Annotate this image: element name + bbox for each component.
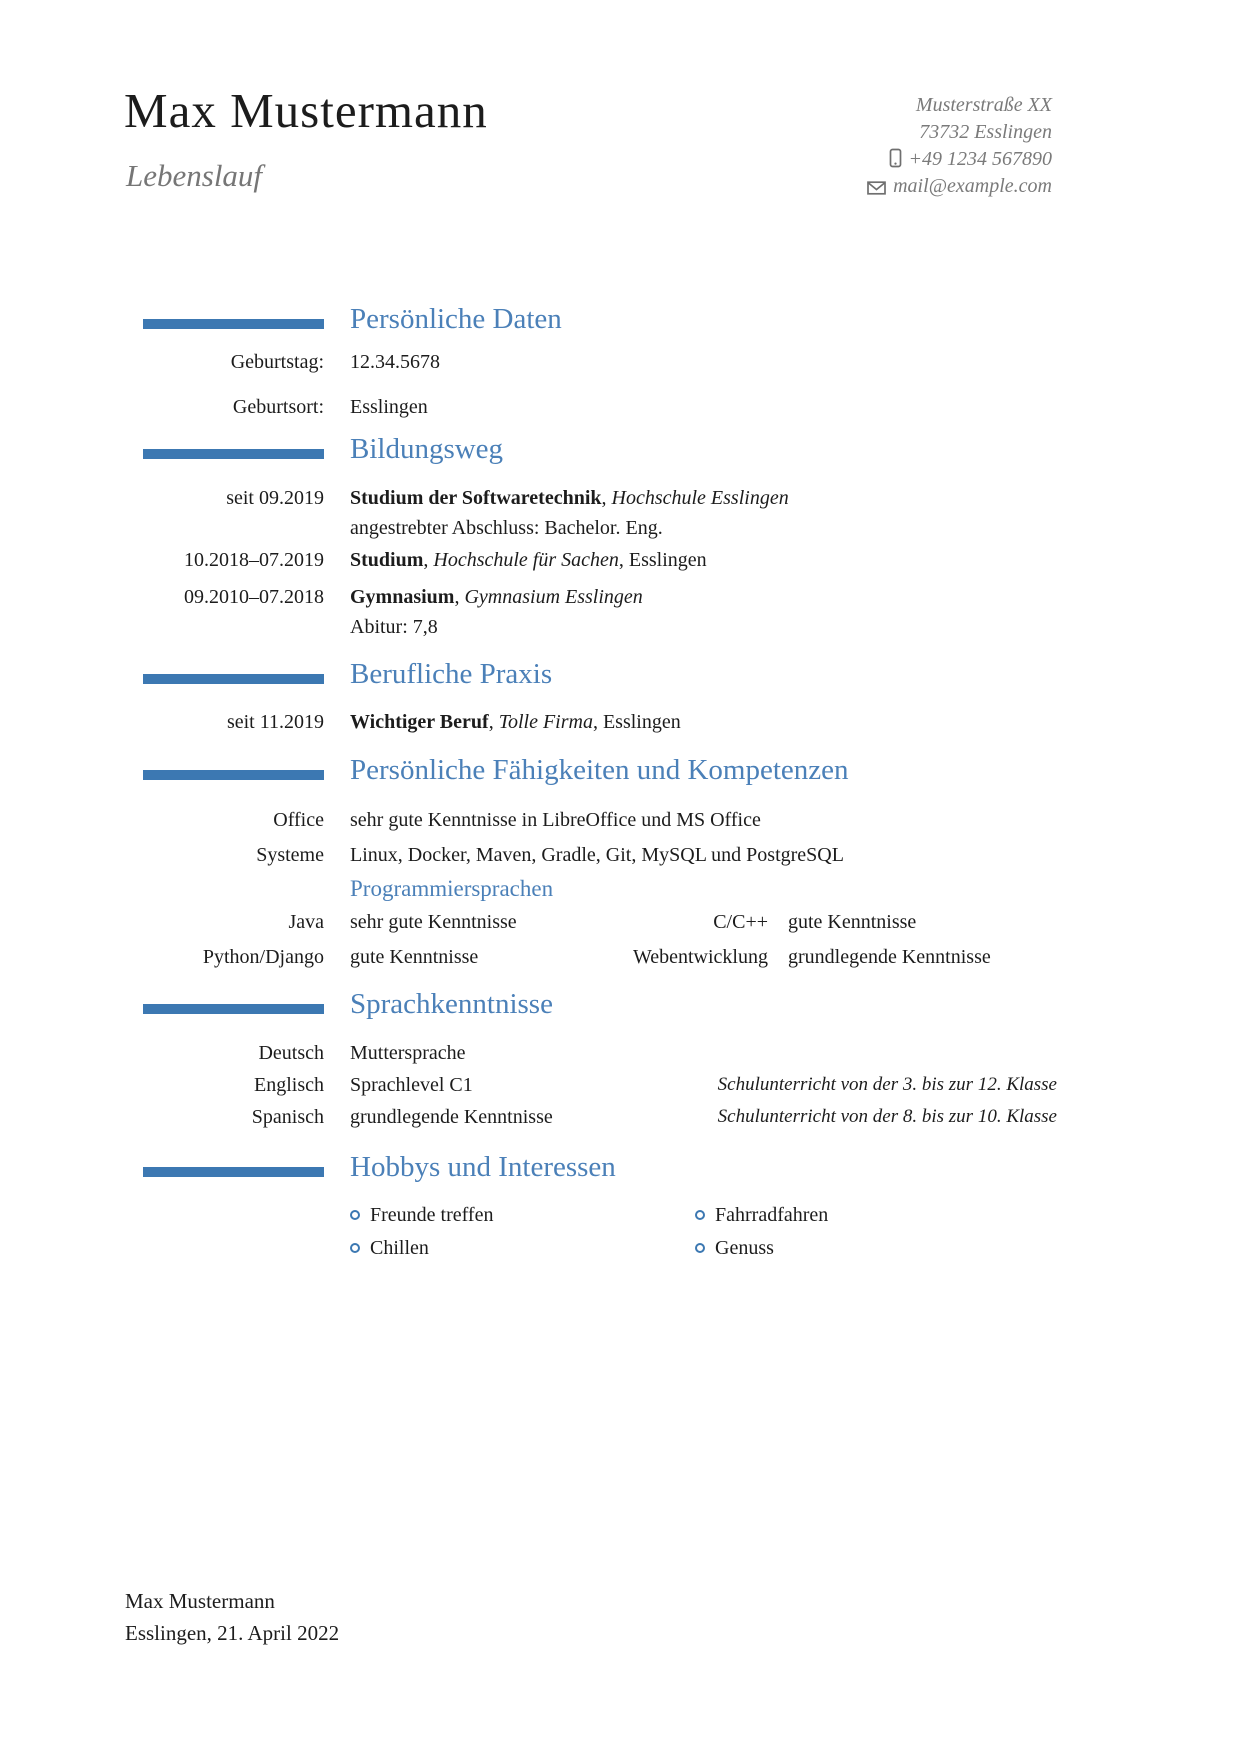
entry-title: Studium, Hochschule für Sachen, Esslingen <box>350 549 707 571</box>
row-label: Systeme <box>256 844 324 866</box>
circle-bullet-icon <box>350 1210 360 1220</box>
row-value: 12.34.5678 <box>350 351 440 373</box>
section-bar <box>143 449 324 459</box>
page-title: Max Mustermann <box>124 83 488 138</box>
row-label: Deutsch <box>258 1042 324 1064</box>
circle-bullet-icon <box>695 1243 705 1253</box>
row-label: C/C++ <box>713 911 768 933</box>
hobby-item: Fahrradfahren <box>695 1203 828 1228</box>
section-bar <box>143 1004 324 1014</box>
phone-number: +49 1234 567890 <box>908 148 1052 170</box>
row-note: Schulunterricht von der 3. bis zur 12. Klasse <box>717 1074 1057 1095</box>
hobby-item: Chillen <box>350 1236 429 1261</box>
row-value: grundlegende Kenntnisse <box>350 1106 553 1128</box>
section-bar <box>143 770 324 780</box>
row-value: sehr gute Kenntnisse <box>350 911 517 933</box>
row-value: gute Kenntnisse <box>788 911 917 933</box>
entry-date: seit 11.2019 <box>226 711 324 733</box>
section-title: Persönliche Fähigkeiten und Kompetenzen <box>350 754 849 786</box>
row-note: Schulunterricht von der 8. bis zur 10. Klasse <box>717 1106 1057 1127</box>
row-label: Office <box>273 809 324 831</box>
email-line <box>867 173 1052 200</box>
row-value: Esslingen <box>350 396 428 418</box>
row-label: Englisch <box>254 1074 324 1096</box>
row-value: Sprachlevel C1 <box>350 1074 473 1096</box>
row-value: Linux, Docker, Maven, Gradle, Git, MySQL und PostgreSQL <box>350 844 844 866</box>
contact-block <box>867 92 1052 200</box>
hobby-item: Freunde treffen <box>350 1203 493 1228</box>
row-label: Python/Django <box>202 946 324 968</box>
row-value: gute Kenntnisse <box>350 946 479 968</box>
envelope-icon <box>867 176 886 203</box>
entry-note: angestrebter Abschluss: Bachelor. Eng. <box>350 517 663 539</box>
section-bar <box>143 319 324 329</box>
entry-title: Studium der Softwaretechnik, Hochschule Esslingen <box>350 487 789 509</box>
entry-note: Abitur: 7,8 <box>350 616 438 638</box>
entry-title: Wichtiger Beruf, Tolle Firma, Esslingen <box>350 711 681 733</box>
hobby-item: Genuss <box>695 1236 774 1261</box>
section-title: Berufliche Praxis <box>350 658 553 690</box>
row-label: Geburtsort: <box>232 396 324 418</box>
footer-place-date: Esslingen, 21. April 2022 <box>125 1621 340 1645</box>
phone-icon <box>889 148 902 176</box>
row-label: Geburtstag: <box>230 351 324 373</box>
row-value: Muttersprache <box>350 1042 466 1064</box>
email-address: mail@example.com <box>893 175 1052 197</box>
entry-date: 09.2010–07.2018 <box>184 586 324 608</box>
address-line-2: 73732 Esslingen <box>919 121 1052 143</box>
section-bar <box>143 1167 324 1177</box>
row-label: Spanisch <box>251 1106 324 1128</box>
section-title: Bildungsweg <box>350 433 504 465</box>
row-label: Webentwicklung <box>632 946 768 968</box>
entry-date: 10.2018–07.2019 <box>184 549 324 571</box>
circle-bullet-icon <box>695 1210 705 1220</box>
footer-name: Max Mustermann <box>125 1589 275 1613</box>
entry-date: seit 09.2019 <box>226 487 324 509</box>
section-title: Persönliche Daten <box>350 303 562 335</box>
subsection-title: Programmiersprachen <box>350 876 554 901</box>
phone-line <box>867 146 1052 173</box>
row-value: sehr gute Kenntnisse in LibreOffice und MS Office <box>350 809 761 831</box>
section-title: Hobbys und Interessen <box>350 1151 616 1183</box>
section-bar <box>143 674 324 684</box>
row-value: grundlegende Kenntnisse <box>788 946 991 968</box>
circle-bullet-icon <box>350 1243 360 1253</box>
document-subtitle: Lebenslauf <box>126 158 263 193</box>
address-line-1: Musterstraße XX <box>915 94 1052 116</box>
row-label: Java <box>288 911 324 933</box>
section-title: Sprachkenntnisse <box>350 988 553 1020</box>
entry-title: Gymnasium, Gymnasium Esslingen <box>350 586 643 608</box>
